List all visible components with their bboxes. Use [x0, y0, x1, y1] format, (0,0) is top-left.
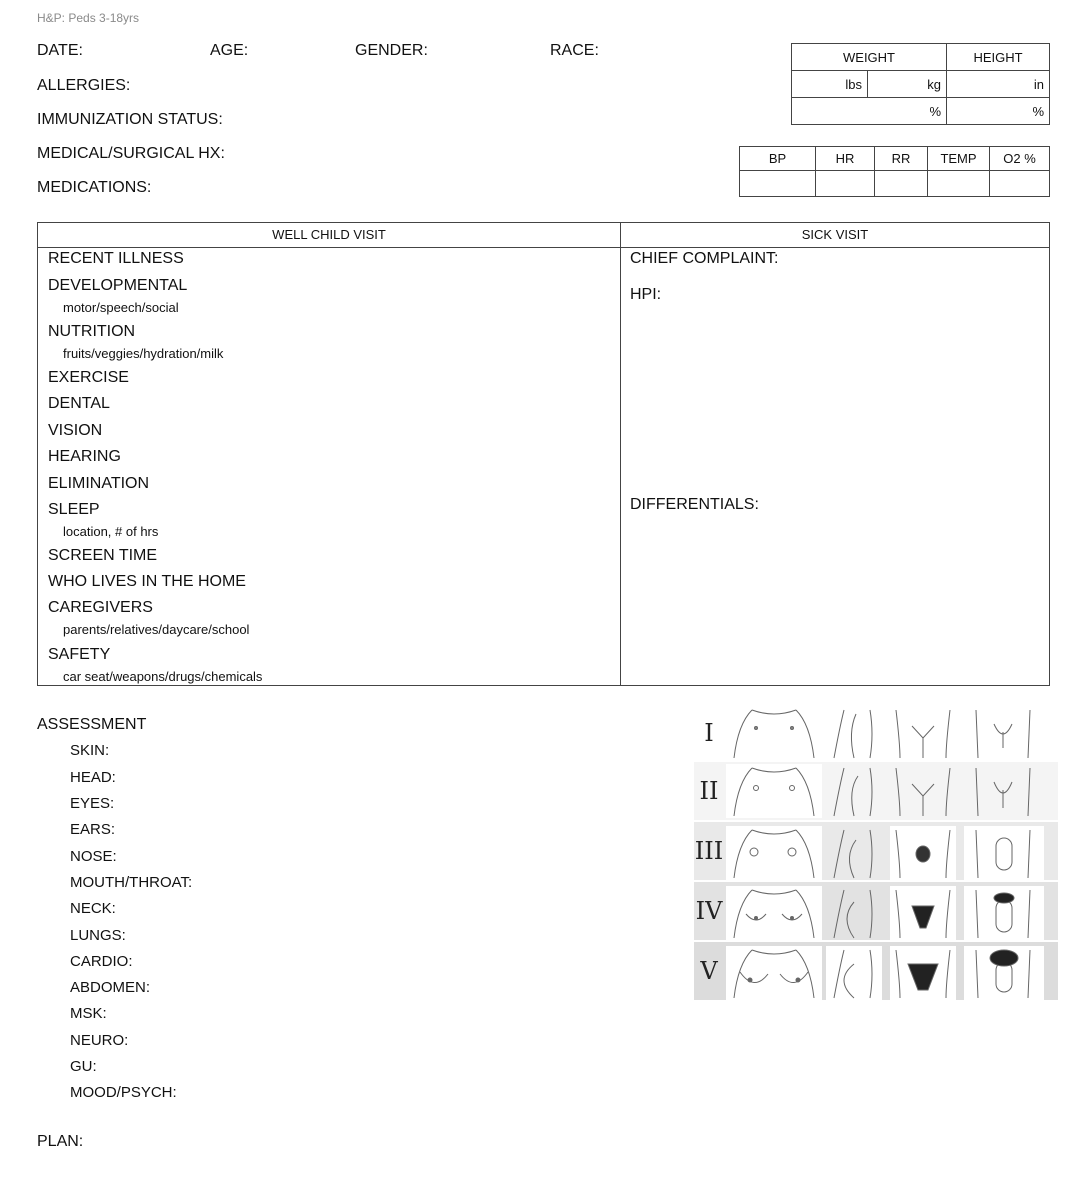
- assessment-item: MOUTH/THROAT:: [70, 874, 193, 891]
- elimination-label: ELIMINATION: [48, 475, 150, 492]
- weight-kg-cell[interactable]: kg: [868, 71, 947, 98]
- differentials-label: DIFFERENTIALS:: [630, 496, 759, 513]
- assessment-item: HEAD:: [70, 769, 116, 786]
- weight-lbs-cell[interactable]: lbs: [792, 71, 868, 98]
- medications-label: MEDICATIONS:: [37, 179, 152, 196]
- assessment-title: ASSESSMENT: [37, 716, 147, 733]
- height-percentile-cell[interactable]: %: [947, 98, 1050, 125]
- weight-header: WEIGHT: [792, 44, 947, 71]
- rr-value-cell[interactable]: [875, 171, 928, 197]
- bp-header: BP: [740, 147, 816, 171]
- exercise-label: EXERCISE: [48, 369, 129, 386]
- assessment-item: MSK:: [70, 1005, 107, 1022]
- assessment-item: NOSE:: [70, 848, 117, 865]
- recent-illness-label: RECENT ILLNESS: [48, 250, 184, 267]
- assessment-item: SKIN:: [70, 742, 110, 759]
- assessment-item: NEURO:: [70, 1032, 129, 1049]
- hr-header: HR: [816, 147, 875, 171]
- bp-value-cell[interactable]: [740, 171, 816, 197]
- safety-sub-label: car seat/weapons/drugs/chemicals: [63, 669, 263, 684]
- tanner-drawings-icon: [694, 704, 1058, 1000]
- hearing-label: HEARING: [48, 448, 121, 465]
- vitals-table: [739, 146, 1050, 197]
- race-label: RACE:: [550, 42, 599, 59]
- tanner-stage-numeral: III: [694, 837, 724, 865]
- age-label: AGE:: [210, 42, 249, 59]
- nutrition-sub-label: fruits/veggies/hydration/milk: [63, 346, 224, 361]
- caregivers-sub-label: parents/relatives/daycare/school: [63, 622, 250, 637]
- well-child-header: WELL CHILD VISIT: [38, 223, 620, 248]
- sick-visit-header: SICK VISIT: [621, 223, 1049, 248]
- height-header: HEIGHT: [947, 44, 1050, 71]
- assessment-item: EARS:: [70, 821, 116, 838]
- weight-height-table: [791, 43, 1050, 125]
- developmental-sub-label: motor/speech/social: [63, 300, 179, 315]
- sleep-sub-label: location, # of hrs: [63, 524, 159, 539]
- assessment-item: EYES:: [70, 795, 115, 812]
- assessment-item: MOOD/PSYCH:: [70, 1084, 177, 1101]
- developmental-label: DEVELOPMENTAL: [48, 277, 188, 294]
- form-title: H&P: Peds 3-18yrs: [37, 11, 140, 25]
- plan-label: PLAN:: [37, 1133, 84, 1150]
- caregivers-label: CAREGIVERS: [48, 599, 153, 616]
- o2-value-cell[interactable]: [990, 171, 1050, 197]
- nutrition-label: NUTRITION: [48, 323, 136, 340]
- dental-label: DENTAL: [48, 395, 110, 412]
- tanner-stage-numeral: IV: [695, 897, 723, 925]
- visit-table: [37, 222, 1050, 686]
- height-in-cell[interactable]: in: [947, 71, 1050, 98]
- sleep-label: SLEEP: [48, 501, 100, 518]
- assessment-item: GU:: [70, 1058, 97, 1075]
- medical-hx-label: MEDICAL/SURGICAL HX:: [37, 145, 225, 162]
- o2-header: O2 %: [990, 147, 1050, 171]
- rr-header: RR: [875, 147, 928, 171]
- column-divider: [620, 223, 621, 685]
- assessment-item: ABDOMEN:: [70, 979, 151, 996]
- screen-time-label: SCREEN TIME: [48, 547, 158, 564]
- immunization-label: IMMUNIZATION STATUS:: [37, 111, 223, 128]
- assessment-item: LUNGS:: [70, 927, 126, 944]
- vision-label: VISION: [48, 422, 103, 439]
- weight-percentile-cell[interactable]: %: [792, 98, 947, 125]
- assessment-item: CARDIO:: [70, 953, 133, 970]
- hpi-label: HPI:: [630, 286, 662, 303]
- tanner-stage-numeral: I: [704, 719, 714, 747]
- temp-value-cell[interactable]: [928, 171, 990, 197]
- temp-header: TEMP: [928, 147, 990, 171]
- tanner-stage-numeral: V: [700, 957, 718, 985]
- gender-label: GENDER:: [355, 42, 428, 59]
- safety-label: SAFETY: [48, 646, 111, 663]
- date-label: DATE:: [37, 42, 83, 59]
- tanner-stage-numeral: II: [699, 777, 719, 805]
- hr-value-cell[interactable]: [816, 171, 875, 197]
- allergies-label: ALLERGIES:: [37, 77, 131, 94]
- tanner-stage-illustration: [694, 704, 1058, 1000]
- who-lives-label: WHO LIVES IN THE HOME: [48, 573, 246, 590]
- assessment-item: NECK:: [70, 900, 116, 917]
- chief-complaint-label: CHIEF COMPLAINT:: [630, 250, 779, 267]
